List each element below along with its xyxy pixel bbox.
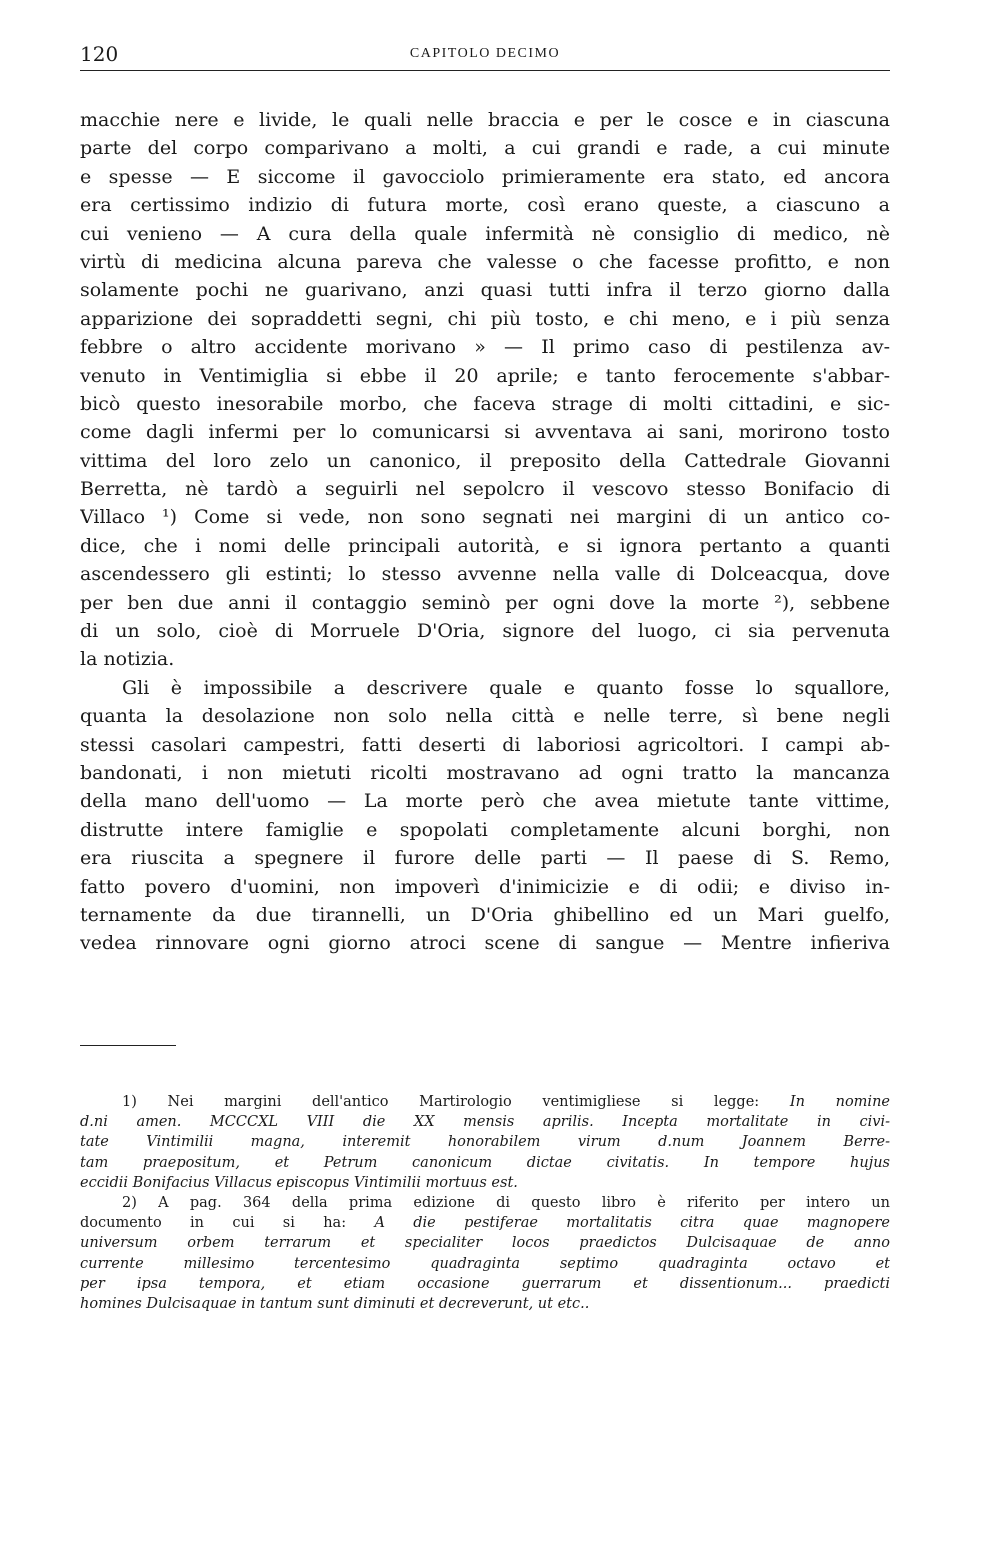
footnotes <box>80 1092 890 1314</box>
text-line: vedea rinnovare ogni giorno atroci scene di sangue — Mentre infieriva <box>80 932 890 955</box>
text-line: stessi casolari campestri, fatti deserti di laboriosi agricoltori. I campi ab- <box>80 733 890 756</box>
footnote-2-line: universum orbem terrarum et specialiter locos praedictos Dulcisaquae de anno <box>80 1235 890 1252</box>
footnote-rule <box>80 1045 176 1046</box>
footnote-2-line: currente millesimo tercentesimo quadraginta septimo quadraginta octavo et <box>80 1255 890 1272</box>
text-line: della mano dell'uomo — La morte però che avea mietute tante vittime, <box>80 790 890 813</box>
text-line: era certissimo indizio di futura morte, così erano queste, a ciascuno a <box>80 194 890 217</box>
body-text <box>80 106 890 958</box>
footnote-2-quote-start: A die pestiferae mortalitatis citra quae magnopere <box>374 1215 890 1232</box>
text-line: febbre o altro accidente morivano » — Il primo caso di pestilenza av- <box>80 336 890 359</box>
text-line: ternamente da due tirannelli, un D'Oria ghibellino ed un Mari guelfo, <box>80 903 890 926</box>
text-line: era riuscita a spegnere il furore delle parti — Il paese di S. Remo, <box>80 847 890 870</box>
text-line: solamente pochi ne guarivano, anzi quasi tutti infra il terzo giorno dalla <box>80 279 890 302</box>
text-line: macchie nere e livide, le quali nelle braccia e per le cosce e in ciascuna <box>80 109 890 131</box>
running-head: CAPITOLO DECIMO <box>409 46 561 61</box>
footnote-1-line: d.ni amen. MCCCXL VIII die XX mensis aprilis. Incepta mortalitate in civi- <box>80 1114 890 1131</box>
footnote-1-lead: 1) Nei margini dell'antico Martirologio ventimigliese si legge: <box>122 1094 790 1110</box>
footnote-1-line: tate Vintimilii magna, interemit honorabilem virum d.num Joannem Berre- <box>80 1134 890 1151</box>
text-line: bicò questo inesorabile morbo, che faceva strage di molti cittadini, e sic- <box>80 392 890 415</box>
text-line: dice, che i nomi delle principali autorità, e si ignora pertanto a quanti <box>80 534 890 557</box>
text-line: ascendessero gli estinti; lo stesso avvenne nella valle di Dolceacqua, dove <box>80 563 890 586</box>
footnote-2-lead: documento in cui si ha: <box>80 1215 375 1232</box>
paragraph-first-line: Gli è impossibile a descrivere quale e quanto fosse lo squallore, <box>122 676 890 699</box>
text-line: venuto in Ventimiglia si ebbe il 20 aprile; e tanto ferocemente s'abbar- <box>80 364 890 387</box>
footnote-1-line <box>80 1092 890 1112</box>
text-line: fatto povero d'uomini, non impoverì d'inimicizie e di odii; e diviso in- <box>80 875 890 898</box>
header-rule <box>80 70 890 71</box>
text-line: Berretta, nè tardò a seguirli nel sepolcro il vescovo stesso Bonifacio di <box>80 478 890 501</box>
footnote-2-line: 2) A pag. 364 della prima edizione di questo libro è riferito per intero un <box>122 1194 890 1211</box>
text-line: Villaco ¹) Come si vede, non sono segnati nei margini di un antico co- <box>80 506 890 529</box>
text-line: per ben due anni il contaggio seminò per ogni dove la morte ²), sebbene <box>80 591 890 614</box>
text-line: virtù di medicina alcuna pareva che valesse o che facesse profitto, e non <box>80 250 890 273</box>
text-line: quanta la desolazione non solo nella città e nelle terre, sì bene negli <box>80 705 890 728</box>
text-line: bandonati, i non mietuti ricolti mostravano ad ogni tratto la mancanza <box>80 761 890 784</box>
text-line: apparizione dei sopraddetti segni, chi più tosto, e chi meno, e i più senza <box>80 307 890 330</box>
footnote-2-line <box>80 1213 890 1233</box>
text-line: di un solo, cioè di Morruele D'Oria, signore del luogo, ci sia pervenuta <box>80 620 890 643</box>
text-line: parte del corpo comparivano a molti, a cui grandi e rade, a cui minute <box>80 137 890 160</box>
footnote-1-line: tam praepositum, et Petrum canonicum dictae civitatis. In tempore hujus <box>80 1154 890 1171</box>
text-line: e spesse — E siccome il gavocciolo primieramente era stato, ed ancora <box>80 165 890 188</box>
footnote-1-quote-start: In nomine <box>789 1094 890 1110</box>
text-line: cui venieno — A cura della quale infermità nè consiglio di medico, nè <box>80 222 890 245</box>
footnote-1-line: eccidii Bonifacius Villacus episcopus Vintimilii mortuus est. <box>80 1174 518 1191</box>
page-header <box>80 38 890 68</box>
text-line: vittima del loro zelo un canonico, il preposito della Cattedrale Giovanni <box>80 449 890 472</box>
text-line: distrutte intere famiglie e spopolati completamente alcuni borghi, non <box>80 818 890 841</box>
footnote-2-line: homines Dulcisaquae in tantum sunt diminuti et decreverunt, ut etc.. <box>80 1295 590 1312</box>
page-number: 120 <box>80 42 119 66</box>
footnote-2-line: per ipsa tempora, et etiam occasione guerrarum et dissentionum... praedicti <box>80 1275 890 1292</box>
text-line: come dagli infermi per lo comunicarsi si avventava ai sani, morirono tosto <box>80 421 890 444</box>
text-line: la notizia. <box>80 648 175 671</box>
